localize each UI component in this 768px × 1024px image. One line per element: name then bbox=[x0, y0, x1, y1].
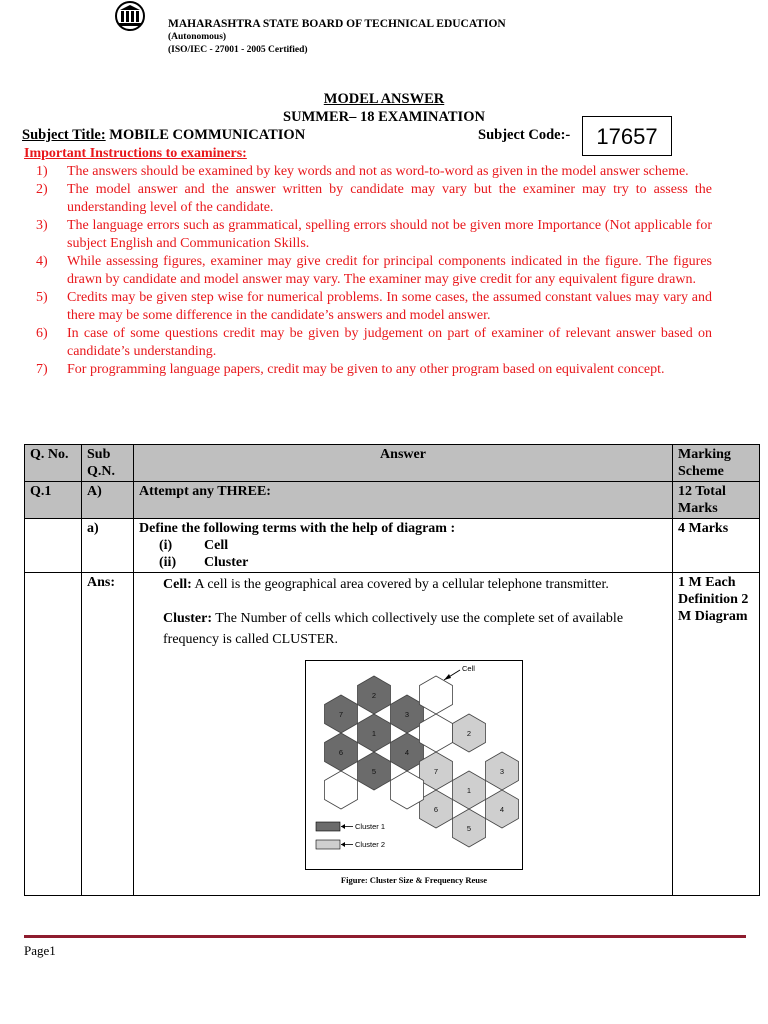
hex-cell-label: 4 bbox=[404, 748, 410, 757]
qa-marks: 4 Marks bbox=[673, 519, 760, 573]
cell-callout-label: Cell bbox=[462, 664, 475, 673]
instruction-num: 7) bbox=[36, 362, 48, 377]
hex-cell-label: 1 bbox=[371, 729, 377, 738]
q1-qno: Q.1 bbox=[25, 482, 82, 519]
header-answer: Answer bbox=[134, 445, 673, 482]
instruction-text: In case of some questions credit may be given by judgement on part of examiner of relevant answer based on candidate’s understanding. bbox=[67, 326, 712, 359]
instruction-text: The model answer and the answer written by candidate may vary but the examiner may try to assess the understanding level of the candidate. bbox=[67, 182, 712, 215]
subject-code-box: 17657 bbox=[582, 116, 672, 156]
legend-cluster1-label: Cluster 1 bbox=[355, 822, 386, 831]
instruction-item bbox=[36, 325, 712, 361]
hex-cell-label: 6 bbox=[338, 748, 344, 757]
instruction-num: 5) bbox=[36, 290, 48, 305]
q1-marks: 12 Total Marks bbox=[673, 482, 760, 519]
ans-content bbox=[134, 573, 673, 896]
qa-sub: a) bbox=[82, 519, 134, 573]
table-row bbox=[25, 482, 760, 519]
ans-marks: 1 M Each Definition 2 M Diagram bbox=[673, 573, 760, 896]
legend-cluster2-label: Cluster 2 bbox=[355, 840, 386, 849]
ans-qno bbox=[25, 573, 82, 896]
header-marking: Marking Scheme bbox=[673, 445, 760, 482]
hex-cell-label: 3 bbox=[499, 767, 505, 776]
instruction-item bbox=[36, 253, 712, 289]
list-item: (ii) Cluster bbox=[159, 555, 249, 570]
instruction-text: For programming language papers, credit may be given to any other program based on equivalent concept. bbox=[67, 362, 665, 377]
instruction-item bbox=[36, 163, 712, 181]
table-row bbox=[25, 519, 760, 573]
ans-sub: Ans: bbox=[82, 573, 134, 896]
instruction-text: While assessing figures, examiner may give credit for principal components indicated in the figure. The figures drawn by candidate and model answer may vary. The examiner may give credit for any equivalent figure drawn. bbox=[67, 254, 712, 287]
diagram-caption: Figure: Cluster Size & Frequency Reuse bbox=[340, 875, 488, 885]
subject-title-label: Subject Title: bbox=[22, 127, 106, 143]
answer-table bbox=[24, 444, 760, 896]
q1-answer: Attempt any THREE: bbox=[134, 482, 673, 519]
list-item: (i) Cell bbox=[159, 538, 229, 553]
table-header-row bbox=[25, 445, 760, 482]
cluster-definition: Cluster: The Number of cells which collectively use the complete set of available frequency is called CLUSTER. bbox=[163, 611, 624, 647]
cell-definition: Cell: A cell is the geographical area covered by a cellular telephone transmitter. bbox=[163, 577, 609, 592]
hex-cell-label: 1 bbox=[466, 786, 472, 795]
qa-question-cell bbox=[134, 519, 673, 573]
table-row bbox=[25, 573, 760, 896]
subject-title-row bbox=[22, 127, 305, 144]
instruction-num: 1) bbox=[36, 164, 48, 179]
instruction-text: The language errors such as grammatical, spelling errors should not be given more Importance (Not applicable for subject English and Communication Skills. bbox=[67, 218, 712, 251]
header-qno: Q. No. bbox=[25, 445, 82, 482]
header-subqn: Sub Q.N. bbox=[82, 445, 134, 482]
instruction-item bbox=[36, 217, 712, 253]
instruction-item bbox=[36, 181, 712, 217]
legend-cluster2-swatch bbox=[316, 840, 340, 849]
hex-cell-label: 5 bbox=[371, 767, 377, 776]
hex-cell-label: 2 bbox=[466, 729, 472, 738]
board-header bbox=[168, 18, 506, 57]
instruction-num: 4) bbox=[36, 254, 48, 269]
hex-cell-label: 7 bbox=[433, 767, 439, 776]
instruction-num: 2) bbox=[36, 182, 48, 197]
subject-code-label: Subject Code:- bbox=[478, 127, 571, 143]
board-certification: (ISO/IEC - 27001 - 2005 Certified) bbox=[168, 45, 308, 55]
instruction-text: The answers should be examined by key words and not as word-to-word as given in the model answer scheme. bbox=[67, 164, 689, 179]
hex-cell-label: 5 bbox=[466, 824, 472, 833]
legend-cluster1-swatch bbox=[316, 822, 340, 831]
hex-cell-label: 3 bbox=[404, 710, 410, 719]
page-number: Page1 bbox=[24, 943, 56, 958]
q1-sub: A) bbox=[82, 482, 134, 519]
hex-cell-label: 6 bbox=[433, 805, 439, 814]
instructions-heading: Important Instructions to examiners: bbox=[24, 146, 247, 161]
cluster-diagram bbox=[305, 660, 523, 870]
model-answer-title: MODEL ANSWER bbox=[323, 91, 445, 107]
hex-cell-label: 2 bbox=[371, 691, 377, 700]
exam-title: SUMMER– 18 EXAMINATION bbox=[283, 109, 485, 125]
qa-question: Define the following terms with the help of diagram : bbox=[139, 521, 456, 536]
board-autonomous: (Autonomous) bbox=[168, 32, 227, 42]
instruction-num: 6) bbox=[36, 326, 48, 341]
instruction-item bbox=[36, 361, 712, 379]
instruction-text: Credits may be given step wise for numerical problems. In some cases, the assumed constant values may vary and there may be some difference in the candidate’s answers and model answer. bbox=[67, 290, 712, 323]
qa-qno bbox=[25, 519, 82, 573]
board-name: MAHARASHTRA STATE BOARD OF TECHNICAL EDUCATION bbox=[168, 18, 506, 30]
subject-title: MOBILE COMMUNICATION bbox=[105, 127, 306, 143]
instruction-num: 3) bbox=[36, 218, 48, 233]
footer-rule bbox=[24, 935, 746, 938]
instruction-item bbox=[36, 289, 712, 325]
instructions-list bbox=[36, 163, 712, 379]
qa-subitems bbox=[139, 537, 667, 571]
hex-cell-label: 7 bbox=[338, 710, 344, 719]
msbte-logo bbox=[108, 0, 152, 40]
hex-cell-label: 4 bbox=[499, 805, 505, 814]
